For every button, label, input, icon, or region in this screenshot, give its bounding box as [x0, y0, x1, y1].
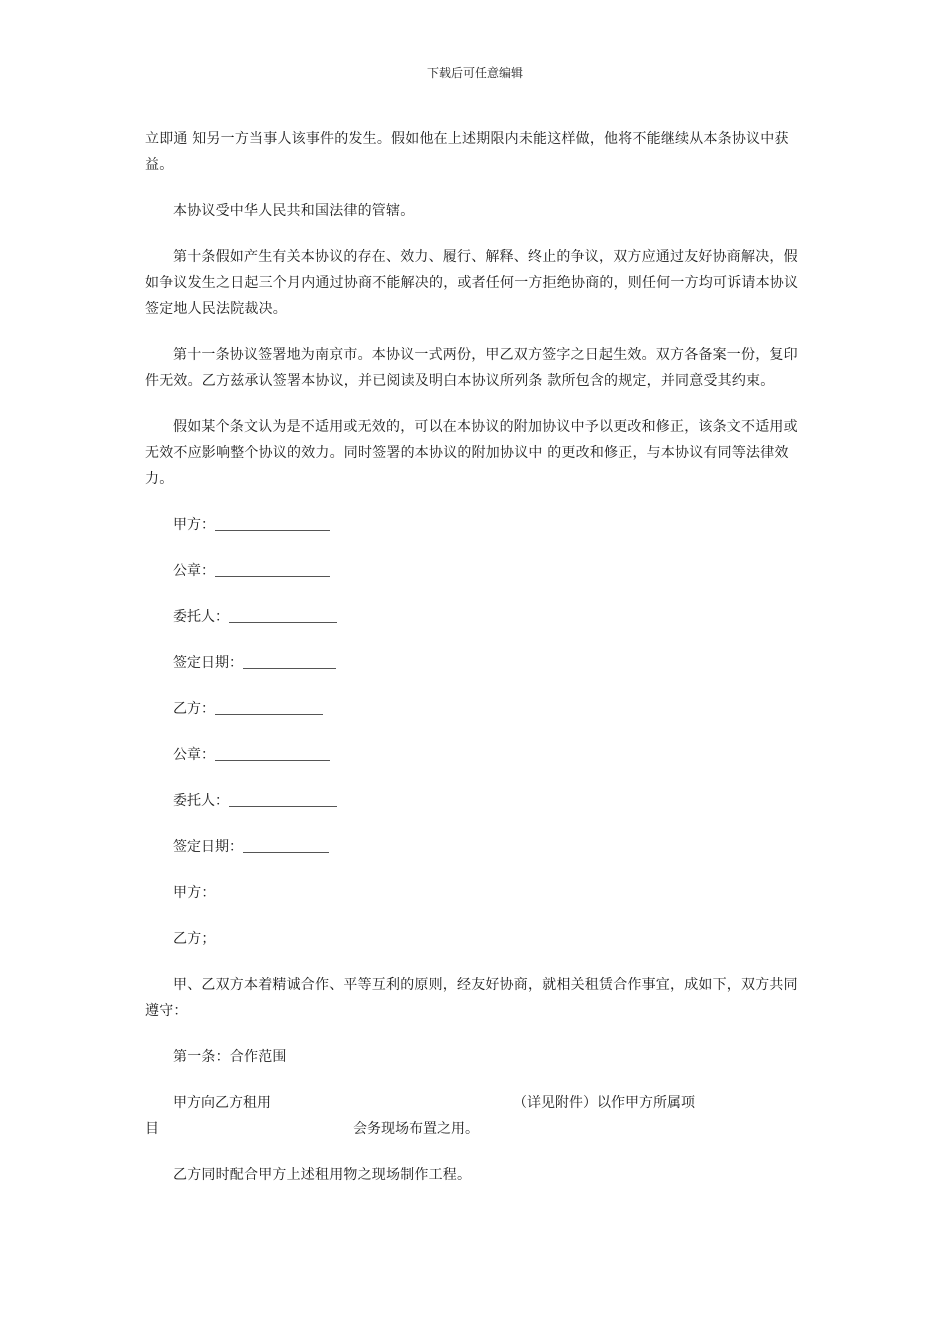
signature-date-b: [145, 834, 805, 860]
contract-preamble: 甲、乙双方本着精诚合作、平等互利的原则，经友好协商，就相关租赁合作事宜，成如下，双方共同遵守：: [145, 977, 798, 1019]
paragraph-article-11: 第十一条协议签署地为南京市。本协议一式两份，甲乙双方签字之日起生效。双方各备案一份，复印件无效。乙方兹承认签署本协议，并已阅读及明白本协议所列条 款所包含的规定，并同意受其约束。: [145, 347, 798, 389]
signature-agent-a: [145, 604, 805, 630]
signature-party-a: [145, 512, 805, 538]
signature-seal-b: [145, 742, 805, 768]
document-body: [145, 126, 805, 1188]
signature-party-b: [145, 696, 805, 722]
contract-party-a: 甲方：: [173, 885, 216, 901]
signature-blank-line: [215, 698, 323, 715]
paragraph-severability: 假如某个条文认为是不适用或无效的，可以在本协议的附加协议中予以更改和修正，该条文不适用或无效不应影响整个协议的效力。同时签署的本协议的附加协议中 的更改和修正，与本协议有同等法律效力。: [145, 419, 798, 487]
paragraph-force-majeure-notice: 立即通 知另一方当事人该事件的发生。假如他在上述期限内未能这样做，他将不能继续从本条协议中获益。: [145, 131, 789, 173]
rent-clause-line-1: [145, 1090, 805, 1116]
signature-label: 甲方：: [173, 517, 215, 533]
rent-clause-line-2: [145, 1116, 805, 1142]
rent-clause-text: 甲方向乙方租用: [173, 1095, 271, 1111]
signature-label: 签定日期：: [173, 839, 243, 855]
signature-seal-a: [145, 558, 805, 584]
signature-date-a: [145, 650, 805, 676]
signature-blank-line: [243, 836, 329, 853]
rent-clause-text: （详见附件）以作甲方所属项: [513, 1095, 695, 1111]
rent-clause-text: 会务现场布置之用。: [353, 1121, 479, 1137]
signature-blank-line: [215, 560, 330, 577]
signature-blank-line: [243, 652, 336, 669]
signature-label: 委托人：: [173, 793, 229, 809]
paragraph-governing-law: 本协议受中华人民共和国法律的管辖。: [173, 203, 415, 219]
signature-blank-line: [229, 790, 337, 807]
rent-clause-text: 目: [145, 1121, 159, 1137]
page-header-note: 下载后可任意编辑: [426, 66, 523, 80]
signature-label: 公章：: [173, 563, 215, 579]
signature-label: 签定日期：: [173, 655, 243, 671]
signature-label: 委托人：: [173, 609, 229, 625]
paragraph-article-10: 第十条假如产生有关本协议的存在、效力、履行、解释、终止的争议，双方应通过友好协商解决，假如争议发生之日起三个月内通过协商不能解决的，或者任何一方拒绝协商的，则任何一方均可诉请本协议签定地人民法院裁决。: [145, 249, 799, 317]
signature-label: 公章：: [173, 747, 215, 763]
signature-label: 乙方：: [173, 701, 215, 717]
cooperation-paragraph: 乙方同时配合甲方上述租用物之现场制作工程。: [173, 1167, 472, 1183]
signature-blank-line: [215, 514, 330, 531]
signature-blank-line: [229, 606, 337, 623]
signature-blank-line: [215, 744, 330, 761]
signature-agent-b: [145, 788, 805, 814]
article-1-title: 第一条：合作范围: [173, 1049, 287, 1065]
contract-party-b: 乙方；: [173, 931, 216, 947]
